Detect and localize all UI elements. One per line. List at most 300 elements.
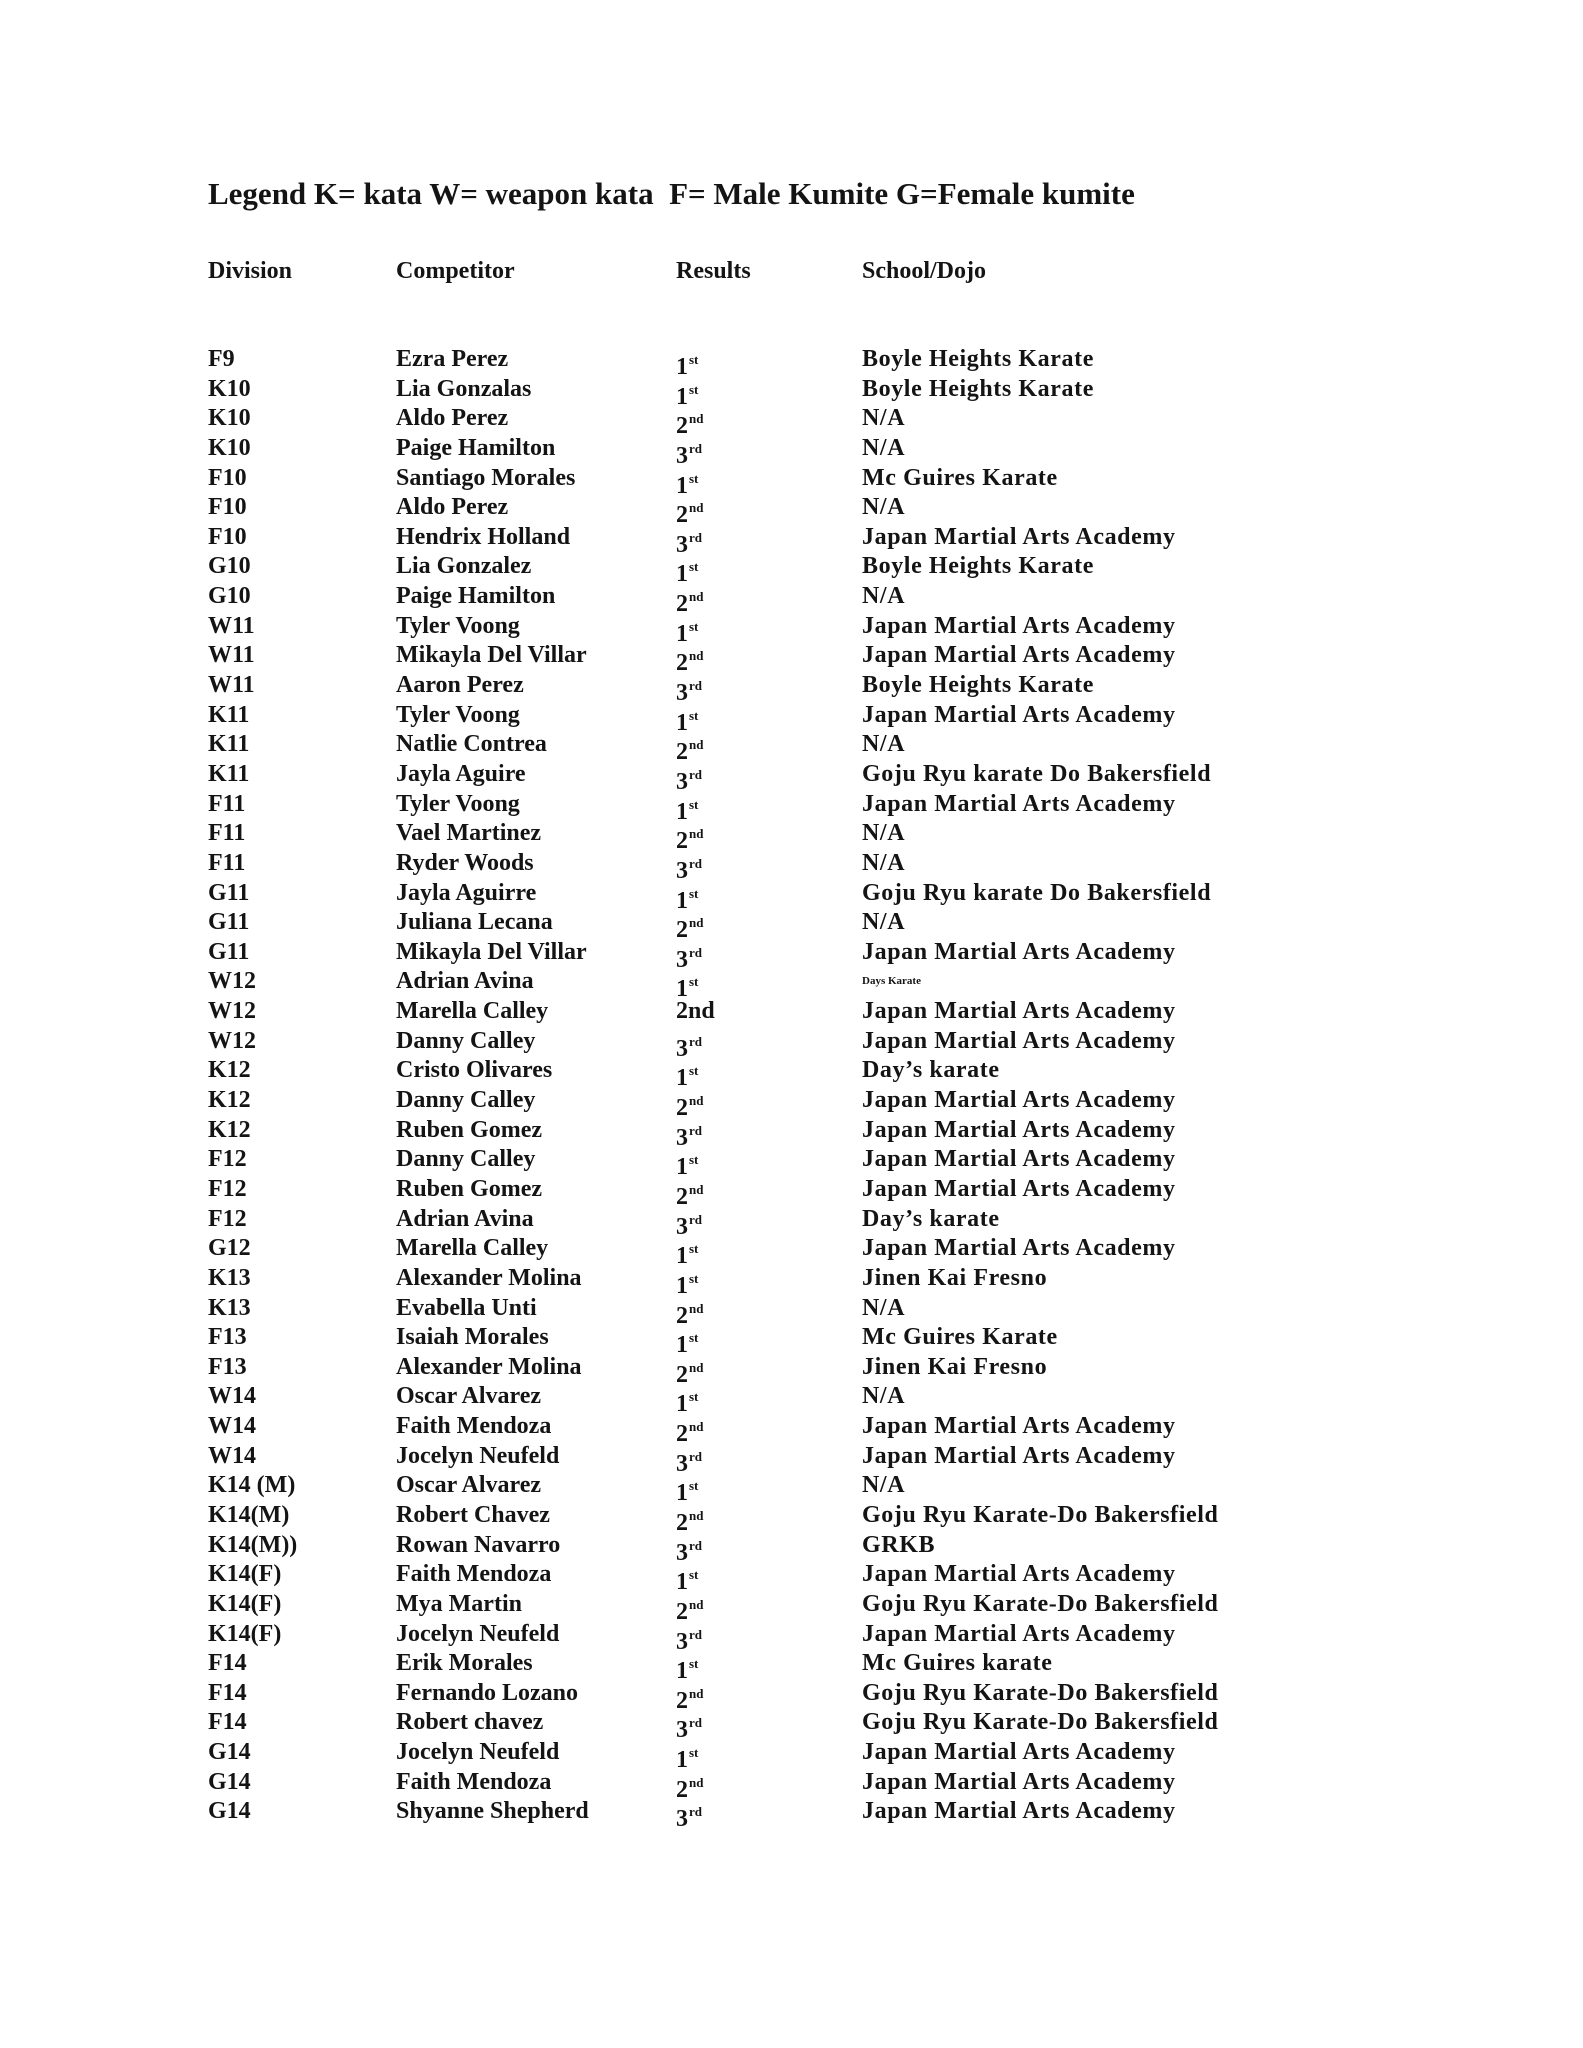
division-cell: F9: [208, 346, 235, 372]
result-cell: [676, 997, 715, 1026]
table-row: [0, 1501, 1583, 1536]
place-number: 2: [676, 1421, 688, 1448]
table-row: [0, 997, 1583, 1027]
table-row: [0, 582, 1583, 618]
school-cell: N/A: [862, 820, 906, 847]
table-row: [0, 464, 1583, 499]
place-suffix: st: [689, 1063, 699, 1079]
place-suffix: st: [689, 381, 699, 397]
place-suffix: nd: [689, 737, 704, 753]
school-cell: Mc Guires karate: [862, 1650, 1053, 1677]
place-suffix: st: [689, 559, 699, 575]
place-number: 2: [676, 1361, 688, 1388]
place-suffix: nd: [689, 1093, 704, 1109]
table-row: [0, 760, 1583, 795]
school-cell: N/A: [862, 731, 906, 758]
place-number: 1: [676, 1332, 688, 1359]
division-cell: F10: [208, 494, 247, 521]
place-suffix: rd: [689, 1211, 702, 1227]
table-row: [0, 523, 1583, 558]
table-row: [0, 345, 1583, 380]
competitor-cell: Danny Calley: [396, 1146, 536, 1173]
division-cell: K13: [208, 1294, 251, 1321]
table-row: [0, 790, 1583, 825]
division-cell: W14: [208, 1442, 256, 1469]
competitor-cell: Ryder Woods: [396, 849, 534, 876]
place-suffix: nd: [689, 915, 704, 931]
table-row: [0, 967, 1583, 1003]
division-cell: G11: [208, 909, 250, 936]
school-cell: Japan Martial Arts Academy: [862, 1087, 1176, 1114]
division-cell: K11: [208, 760, 250, 787]
school-cell: Japan Martial Arts Academy: [862, 1739, 1176, 1766]
table-row: [0, 730, 1583, 766]
place-suffix: rd: [689, 766, 702, 782]
place-suffix: st: [689, 707, 699, 723]
school-cell: Japan Martial Arts Academy: [862, 1175, 1176, 1202]
school-cell: Mc Guires Karate: [862, 464, 1058, 491]
division-cell: G14: [208, 1768, 251, 1795]
school-cell: Mc Guires Karate: [862, 1324, 1058, 1351]
school-cell: N/A: [862, 849, 906, 876]
place-suffix: st: [689, 796, 699, 812]
place-number: 3: [676, 1124, 688, 1151]
competitor-cell: Mya Martin: [396, 1590, 522, 1617]
competitor-cell: Adrian Avina: [396, 968, 534, 995]
table-row: [0, 641, 1583, 677]
division-cell: W12: [208, 998, 256, 1025]
division-cell: F14: [208, 1650, 247, 1677]
school-cell: Goju Ryu karate Do Bakersfield: [862, 760, 1212, 787]
place-number: 1: [676, 887, 688, 914]
table-row: [0, 552, 1583, 588]
place-number: 3: [676, 1806, 688, 1833]
place-number: 3: [676, 946, 688, 973]
division-cell: F14: [208, 1679, 247, 1706]
table-row: [0, 1442, 1583, 1477]
school-cell: Japan Martial Arts Academy: [862, 938, 1176, 965]
school-cell: Japan Martial Arts Academy: [862, 1620, 1176, 1647]
division-cell: G11: [208, 879, 250, 906]
place-suffix: nd: [689, 1300, 704, 1316]
header-division: Division: [208, 258, 293, 284]
school-cell: N/A: [862, 405, 906, 432]
school-cell: N/A: [862, 1294, 906, 1321]
table-row: [0, 1086, 1583, 1122]
school-cell: Japan Martial Arts Academy: [862, 1413, 1176, 1440]
division-cell: F10: [208, 464, 247, 491]
school-cell: Japan Martial Arts Academy: [862, 1768, 1176, 1795]
place-number: 3: [676, 857, 688, 884]
division-cell: F13: [208, 1353, 247, 1380]
place-suffix: nd: [689, 589, 704, 605]
school-cell: Day’s karate: [862, 1057, 1000, 1084]
place-number: 2: [676, 739, 688, 766]
division-cell: W12: [208, 1027, 256, 1054]
place-number: 2: [676, 917, 688, 944]
place-suffix: nd: [689, 1419, 704, 1435]
table-row: [0, 434, 1583, 469]
competitor-cell: Cristo Olivares: [396, 1057, 553, 1084]
table-row: [0, 879, 1583, 914]
header-competitor: Competitor: [396, 258, 515, 284]
table-row: [0, 404, 1583, 440]
table-row: [0, 1116, 1583, 1151]
place-suffix: rd: [689, 1804, 702, 1820]
school-cell: N/A: [862, 583, 906, 610]
division-cell: G14: [208, 1798, 251, 1825]
competitor-cell: Shyanne Shepherd: [396, 1798, 589, 1825]
header-school: School/Dojo: [862, 258, 987, 284]
table-row: [0, 1056, 1583, 1092]
school-cell: Japan Martial Arts Academy: [862, 1146, 1176, 1173]
division-cell: K14 (M): [208, 1472, 296, 1499]
competitor-cell: Jayla Aguire: [396, 760, 526, 787]
school-cell: Day’s karate: [862, 1205, 1000, 1232]
division-cell: W12: [208, 968, 256, 995]
competitor-cell: Danny Calley: [396, 1027, 536, 1054]
place-number: 2: [676, 413, 688, 440]
competitor-cell: Lia Gonzalas: [396, 375, 532, 402]
place-number: 2: [676, 1183, 688, 1210]
competitor-cell: Isaiah Morales: [396, 1324, 549, 1351]
place-number: 1: [676, 798, 688, 825]
place-number: 1: [676, 383, 688, 410]
table-row: [0, 612, 1583, 647]
table-row: [0, 1264, 1583, 1299]
place-number: 1: [676, 561, 688, 588]
place-number: 1: [676, 1243, 688, 1270]
place-number: 2: [676, 591, 688, 618]
division-cell: F12: [208, 1146, 247, 1173]
school-cell: GRKB: [862, 1531, 936, 1558]
table-row: [0, 1679, 1583, 1714]
competitor-cell: Alexander Molina: [396, 1353, 582, 1380]
school-cell: Japan Martial Arts Academy: [862, 701, 1176, 728]
table-row: [0, 1738, 1583, 1774]
division-cell: W14: [208, 1383, 256, 1410]
division-cell: K10: [208, 405, 251, 432]
division-cell: F13: [208, 1324, 247, 1351]
division-cell: K12: [208, 1057, 251, 1084]
place-suffix: nd: [689, 1507, 704, 1523]
competitor-cell: Robert Chavez: [396, 1501, 550, 1528]
competitor-cell: Ruben Gomez: [396, 1175, 542, 1202]
place-number: 2: [676, 828, 688, 855]
school-cell: Japan Martial Arts Academy: [862, 1027, 1176, 1054]
header-results: Results: [676, 258, 751, 284]
place-suffix: nd: [689, 1685, 704, 1701]
competitor-cell: Jocelyn Neufeld: [396, 1442, 560, 1469]
competitor-cell: Aldo Perez: [396, 405, 509, 432]
competitor-cell: Mikayla Del Villar: [396, 642, 587, 669]
competitor-cell: Faith Mendoza: [396, 1561, 552, 1588]
place-suffix: st: [689, 1152, 699, 1168]
place-suffix: nd: [689, 1774, 704, 1790]
table-row: [0, 1175, 1583, 1210]
place-number: 2: [676, 1095, 688, 1122]
school-cell: Goju Ryu Karate-Do Bakersfield: [862, 1679, 1219, 1706]
school-cell: N/A: [862, 1472, 906, 1499]
place-number: 1: [676, 1569, 688, 1596]
table-row: [0, 375, 1583, 410]
place-suffix: rd: [689, 855, 702, 871]
division-cell: K12: [208, 1087, 251, 1114]
competitor-cell: Marella Calley: [396, 1235, 549, 1262]
place-suffix: st: [689, 974, 699, 990]
table-row: [0, 908, 1583, 944]
place-suffix: rd: [689, 440, 702, 456]
table-row: [0, 1708, 1583, 1744]
competitor-cell: Alexander Molina: [396, 1264, 582, 1291]
place-suffix: nd: [689, 411, 704, 427]
competitor-cell: Tyler Voong: [396, 790, 520, 817]
competitor-cell: Adrian Avina: [396, 1205, 534, 1232]
division-cell: F12: [208, 1205, 247, 1232]
place-suffix: rd: [689, 1033, 702, 1049]
division-cell: G10: [208, 553, 251, 580]
school-cell: N/A: [862, 1383, 906, 1410]
place-suffix: st: [689, 1241, 699, 1257]
division-cell: F11: [208, 849, 246, 876]
place-number: 1: [676, 354, 688, 380]
table-header: [0, 258, 1583, 288]
place-suffix: rd: [689, 944, 702, 960]
competitor-cell: Robert chavez: [396, 1709, 544, 1736]
place-suffix: st: [689, 470, 699, 486]
place-suffix: nd: [689, 500, 704, 516]
place-suffix: rd: [689, 1537, 702, 1553]
table-row: [0, 1294, 1583, 1329]
competitor-cell: Oscar Alvarez: [396, 1383, 542, 1410]
competitor-cell: Jocelyn Neufeld: [396, 1620, 560, 1647]
school-cell: N/A: [862, 434, 906, 461]
school-cell: Jinen Kai Fresno: [862, 1264, 1048, 1291]
place-number: 2: [676, 1687, 688, 1714]
table-row: [0, 1471, 1583, 1507]
division-cell: K11: [208, 701, 250, 728]
competitor-cell: Oscar Alvarez: [396, 1472, 542, 1499]
school-cell: Japan Martial Arts Academy: [862, 612, 1176, 639]
division-cell: G14: [208, 1739, 251, 1766]
place-number: 1: [676, 1480, 688, 1507]
competitor-cell: Tyler Voong: [396, 701, 520, 728]
place-number: 1: [676, 1658, 688, 1685]
division-cell: G12: [208, 1235, 251, 1262]
table-row: [0, 1382, 1583, 1418]
school-cell: Goju Ryu Karate-Do Bakersfield: [862, 1501, 1219, 1528]
place-number: 2: [676, 502, 688, 529]
place-number: 3: [676, 1213, 688, 1240]
competitor-cell: Juliana Lecana: [396, 909, 553, 936]
division-cell: K12: [208, 1116, 251, 1143]
table-row: [0, 1797, 1583, 1833]
division-cell: G10: [208, 583, 251, 610]
division-cell: K14(F): [208, 1561, 282, 1588]
place-number: 2: [676, 1598, 688, 1625]
place-suffix: st: [689, 618, 699, 634]
place-number: 1: [676, 709, 688, 736]
place-number: 3: [676, 442, 688, 469]
place-number: 3: [676, 1539, 688, 1566]
school-cell: Japan Martial Arts Academy: [862, 1116, 1176, 1143]
division-cell: K10: [208, 434, 251, 461]
division-cell: W14: [208, 1413, 256, 1440]
competitor-cell: Natlie Contrea: [396, 731, 547, 758]
table-row: [0, 1323, 1583, 1359]
results-table: [0, 345, 1583, 1833]
school-cell: Japan Martial Arts Academy: [862, 642, 1176, 669]
competitor-cell: Rowan Navarro: [396, 1531, 561, 1558]
place-number: 1: [676, 976, 688, 1003]
competitor-cell: Paige Hamilton: [396, 434, 556, 461]
division-cell: K14(M)): [208, 1531, 298, 1558]
place-number: 1: [676, 1154, 688, 1181]
competitor-cell: Faith Mendoza: [396, 1768, 552, 1795]
competitor-cell: Marella Calley: [396, 998, 549, 1025]
place-number: 3: [676, 531, 688, 558]
place-suffix: nd: [689, 826, 704, 842]
school-cell: N/A: [862, 909, 906, 936]
competitor-cell: Ezra Perez: [396, 346, 509, 372]
competitor-cell: Faith Mendoza: [396, 1413, 552, 1440]
table-row: [0, 1590, 1583, 1625]
competitor-cell: Paige Hamilton: [396, 583, 556, 610]
competitor-cell: Santiago Morales: [396, 464, 576, 491]
table-row: [0, 1353, 1583, 1388]
division-cell: K14(F): [208, 1590, 282, 1617]
place-number: 3: [676, 1450, 688, 1477]
competitor-cell: Evabella Unti: [396, 1294, 537, 1321]
place-number: 3: [676, 1717, 688, 1744]
table-row: [0, 1620, 1583, 1655]
competitor-cell: Jocelyn Neufeld: [396, 1739, 560, 1766]
table-row: [0, 849, 1583, 884]
table-row: [0, 1234, 1583, 1270]
place-suffix: rd: [689, 1122, 702, 1138]
place-suffix: nd: [689, 1181, 704, 1197]
table-row: [0, 493, 1583, 529]
place-suffix: st: [689, 1478, 699, 1494]
place-suffix: st: [689, 1656, 699, 1672]
place-suffix: st: [689, 352, 699, 367]
place-suffix: rd: [689, 1626, 702, 1642]
division-cell: W11: [208, 672, 255, 699]
school-cell: Jinen Kai Fresno: [862, 1353, 1048, 1380]
place-number: 2: [676, 1776, 688, 1803]
division-cell: K14(M): [208, 1501, 290, 1528]
place-suffix: rd: [689, 678, 702, 694]
school-cell: Boyle Heights Karate: [862, 346, 1094, 372]
competitor-cell: Hendrix Holland: [396, 523, 571, 550]
table-row: [0, 671, 1583, 707]
division-cell: K11: [208, 731, 250, 758]
place-suffix: rd: [689, 529, 702, 545]
school-cell: N/A: [862, 494, 906, 521]
table-row: [0, 1412, 1583, 1448]
school-cell: Goju Ryu karate Do Bakersfield: [862, 879, 1212, 906]
competitor-cell: Lia Gonzalez: [396, 553, 532, 580]
division-cell: W11: [208, 642, 255, 669]
table-row: [0, 701, 1583, 736]
competitor-cell: Fernando Lozano: [396, 1679, 579, 1706]
place-suffix: nd: [689, 1596, 704, 1612]
place-suffix: st: [689, 885, 699, 901]
school-cell: Boyle Heights Karate: [862, 672, 1094, 699]
place-number: 1: [676, 1747, 688, 1774]
school-cell: Japan Martial Arts Academy: [862, 1235, 1176, 1262]
competitor-cell: Vael Martinez: [396, 820, 542, 847]
competitor-cell: Tyler Voong: [396, 612, 520, 639]
school-cell: Boyle Heights Karate: [862, 553, 1094, 580]
school-cell: Goju Ryu Karate-Do Bakersfield: [862, 1709, 1219, 1736]
place-number: 2: [676, 1509, 688, 1536]
place-number: 1: [676, 620, 688, 647]
competitor-cell: Ruben Gomez: [396, 1116, 542, 1143]
school-cell: Japan Martial Arts Academy: [862, 1442, 1176, 1469]
division-cell: F11: [208, 790, 246, 817]
table-row: [0, 1205, 1583, 1240]
school-cell: Days Karate: [862, 975, 921, 988]
place-suffix: st: [689, 1567, 699, 1583]
school-cell: Boyle Heights Karate: [862, 375, 1094, 402]
division-cell: F12: [208, 1175, 247, 1202]
place-number: 3: [676, 768, 688, 795]
place-number: 3: [676, 1628, 688, 1655]
place-number: 2nd: [676, 998, 715, 1025]
place-suffix: rd: [689, 1715, 702, 1731]
place-number: 1: [676, 1065, 688, 1092]
table-row: [0, 1145, 1583, 1181]
place-number: 3: [676, 680, 688, 707]
division-cell: K10: [208, 375, 251, 402]
competitor-cell: Aldo Perez: [396, 494, 509, 521]
table-row: [0, 1560, 1583, 1596]
school-cell: Japan Martial Arts Academy: [862, 998, 1176, 1025]
result-cell: [676, 1797, 702, 1834]
division-cell: K13: [208, 1264, 251, 1291]
table-row: [0, 1649, 1583, 1685]
place-suffix: rd: [689, 1448, 702, 1464]
table-row: [0, 819, 1583, 855]
division-cell: F14: [208, 1709, 247, 1736]
competitor-cell: Danny Calley: [396, 1087, 536, 1114]
legend-line: Legend K= kata W= weapon kata F= Male Kumite G=Female kumite: [208, 176, 1135, 211]
place-suffix: nd: [689, 1359, 704, 1375]
school-cell: Japan Martial Arts Academy: [862, 523, 1176, 550]
competitor-cell: Aaron Perez: [396, 672, 524, 699]
place-number: 1: [676, 472, 688, 499]
competitor-cell: Mikayla Del Villar: [396, 938, 587, 965]
competitor-cell: Jayla Aguirre: [396, 879, 537, 906]
table-row: [0, 1027, 1583, 1062]
table-row: [0, 1531, 1583, 1566]
division-cell: K14(F): [208, 1620, 282, 1647]
place-suffix: st: [689, 1389, 699, 1405]
place-number: 2: [676, 1302, 688, 1329]
place-number: 1: [676, 1272, 688, 1299]
competitor-cell: Erik Morales: [396, 1650, 533, 1677]
place-suffix: st: [689, 1270, 699, 1286]
division-cell: G11: [208, 938, 250, 965]
division-cell: W11: [208, 612, 255, 639]
division-cell: F11: [208, 820, 246, 847]
school-cell: Goju Ryu Karate-Do Bakersfield: [862, 1590, 1219, 1617]
table-row: [0, 938, 1583, 973]
school-cell: Japan Martial Arts Academy: [862, 1798, 1176, 1825]
place-suffix: st: [689, 1745, 699, 1761]
school-cell: Japan Martial Arts Academy: [862, 1561, 1176, 1588]
